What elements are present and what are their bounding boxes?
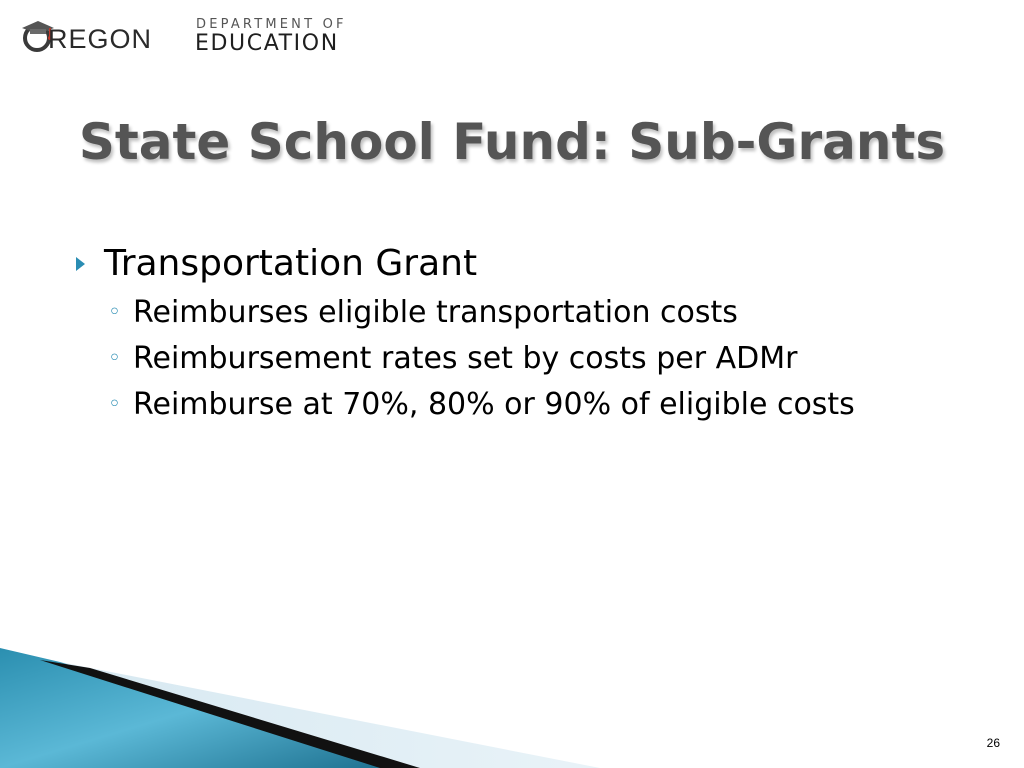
logo-regon-text: REGON bbox=[48, 24, 153, 54]
sub-list-item bbox=[76, 382, 976, 428]
bullet-text: Transportation Grant bbox=[104, 243, 478, 284]
sub-bullet-text: Reimburses eligible transportation costs bbox=[133, 295, 738, 330]
bottom-decoration bbox=[0, 640, 1024, 768]
list-item bbox=[76, 240, 976, 288]
sub-bullet-text: Reimbursement rates set by costs per ADMr bbox=[133, 341, 798, 376]
sub-bullet-text: Reimburse at 70%, 80% or 90% of eligible costs bbox=[133, 387, 855, 422]
sub-bullet-list bbox=[76, 290, 976, 428]
circle-bullet-icon: ◦ bbox=[108, 346, 121, 371]
slide-title: State School Fund: Sub-Grants bbox=[78, 113, 946, 171]
circle-bullet-icon: ◦ bbox=[108, 392, 121, 417]
logo-education-text: EDUCATION bbox=[195, 31, 339, 56]
page-number: 26 bbox=[986, 736, 1000, 750]
bullet-list bbox=[76, 240, 976, 428]
circle-bullet-icon: ◦ bbox=[108, 300, 121, 325]
sub-list-item bbox=[76, 336, 976, 382]
triangle-bullet-icon bbox=[76, 257, 85, 271]
sub-list-item bbox=[76, 290, 976, 336]
oregon-department-of-education-logo bbox=[20, 16, 350, 56]
logo-department-of-text: DEPARTMENT OF bbox=[196, 17, 347, 32]
